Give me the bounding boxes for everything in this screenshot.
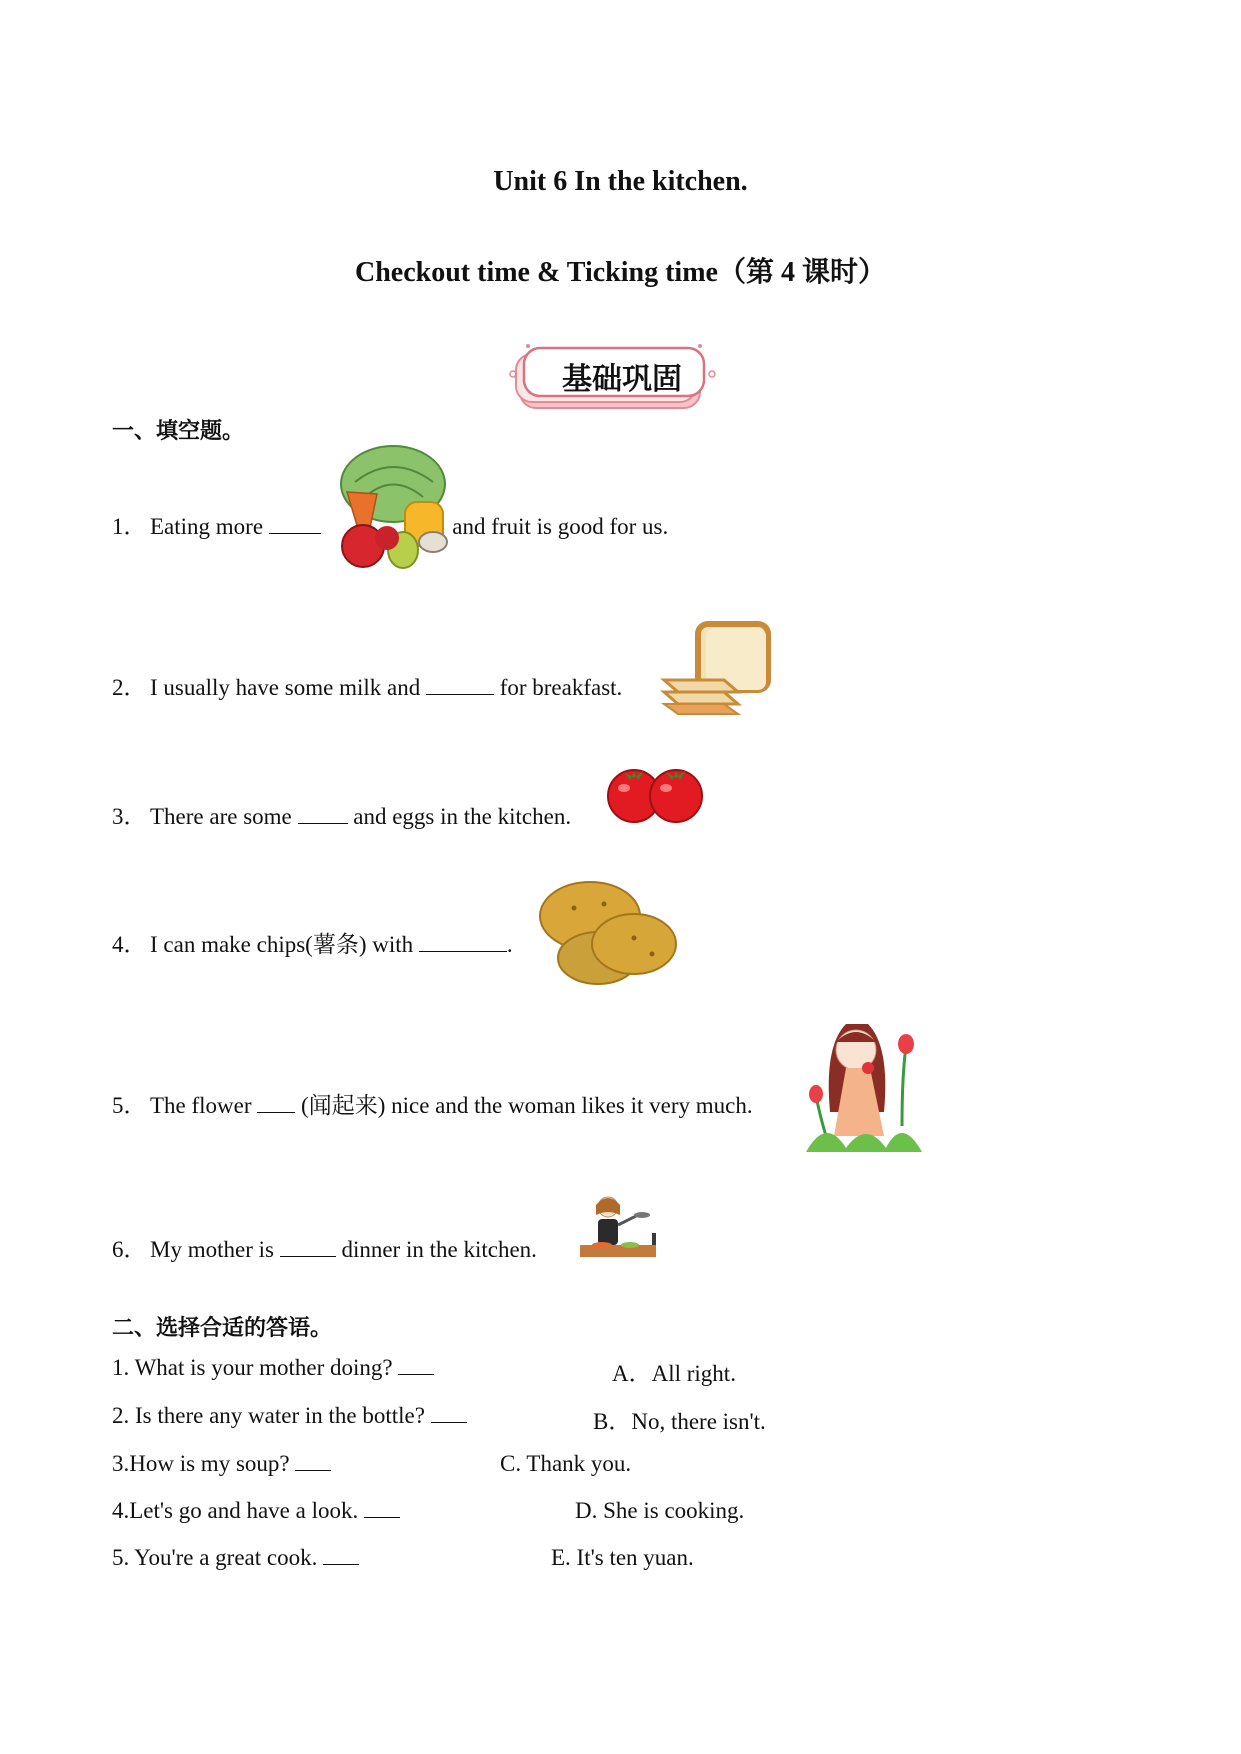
section-banner (508, 344, 718, 414)
potatoes-image (534, 874, 680, 995)
match-answer-c: C. Thank you. (500, 1451, 632, 1476)
page-subtitle: Checkout time & Ticking time（第 4 课时） (355, 257, 886, 288)
match-answer-e: E. It's ten yuan. (551, 1545, 694, 1570)
answer-blank[interactable] (323, 1546, 359, 1565)
match-question-1: 1. What is your mother doing? (112, 1355, 434, 1381)
answer-blank[interactable] (398, 1356, 434, 1375)
tomatoes-image (606, 762, 706, 829)
answer-blank[interactable] (431, 1404, 467, 1423)
fill-question-5: 5． The flower (闻起来) nice and the woman likes it very much. (112, 1093, 753, 1118)
match-question-2: 2. Is there any water in the bottle? (112, 1403, 467, 1429)
fill-question-1: 1． Eating more and fruit is good for us. (112, 514, 669, 539)
answer-blank[interactable] (364, 1499, 400, 1518)
answer-blank[interactable] (298, 805, 348, 824)
fill-question-2: 2． I usually have some milk and for breakfast. (112, 675, 623, 700)
match-question-3: 3.How is my soup? (112, 1451, 331, 1477)
part1-heading: 一、填空题。 (112, 419, 245, 444)
part2-heading: 二、选择合适的答语。 (112, 1316, 333, 1341)
match-answer-a: A．All right. (612, 1361, 736, 1386)
bread-image (660, 618, 780, 723)
answer-blank[interactable] (419, 933, 507, 952)
answer-blank[interactable] (426, 676, 494, 695)
answer-blank[interactable] (295, 1452, 331, 1471)
match-answer-b: B．No, there isn't. (593, 1409, 766, 1434)
cooking-woman-image (572, 1193, 664, 1268)
page-title: Unit 6 In the kitchen. (493, 166, 748, 197)
match-answer-d: D. She is cooking. (575, 1498, 745, 1523)
fill-question-4: 4． I can make chips(薯条) with . (112, 932, 513, 957)
vegetables-image (335, 442, 455, 575)
answer-blank[interactable] (257, 1094, 295, 1113)
fill-question-3: 3． There are some and eggs in the kitchen. (112, 804, 572, 829)
woman-flower-image (806, 1016, 924, 1161)
answer-blank[interactable] (280, 1238, 336, 1257)
match-question-5: 5. You're a great cook. (112, 1545, 359, 1571)
answer-blank[interactable] (269, 515, 321, 534)
banner-label: 基础巩固 (562, 362, 682, 397)
match-question-4: 4.Let's go and have a look. (112, 1498, 400, 1524)
fill-question-6: 6． My mother is dinner in the kitchen. (112, 1237, 537, 1262)
